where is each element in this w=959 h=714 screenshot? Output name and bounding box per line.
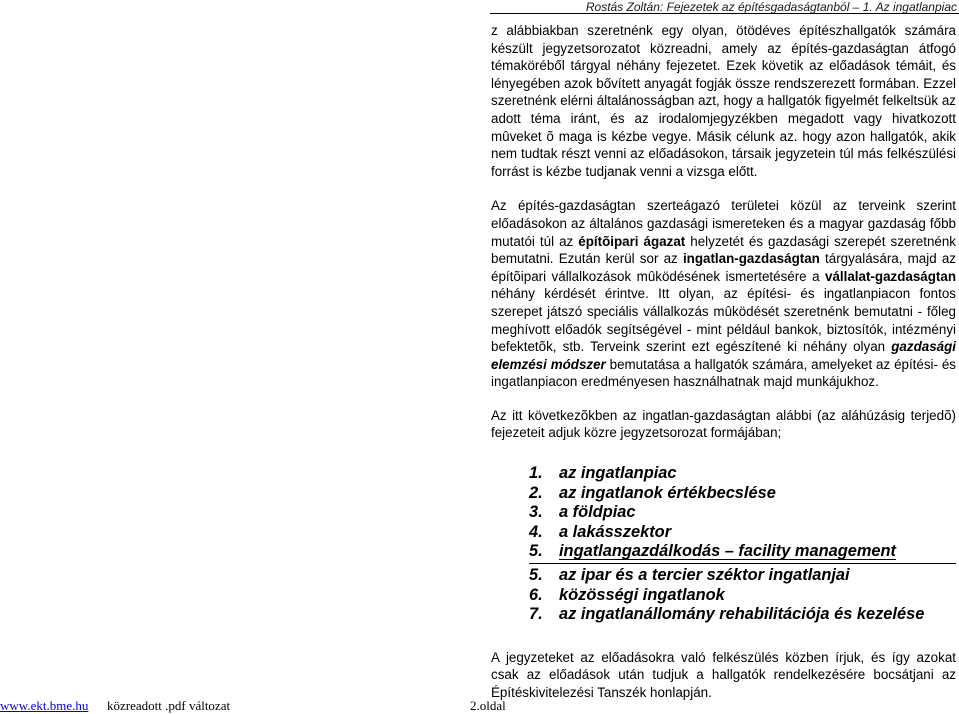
list-item: 1. az ingatlanpiac (529, 464, 677, 483)
scope-text-2: helyzetét és gazdasági szerepét szeretnénk bemutatni. Ezután kerül sor az (491, 233, 956, 267)
header-rule (490, 13, 959, 14)
chapters-intro-paragraph: Az itt következõkben az ingatlan-gazdaságtan alábbi (az aláhúzásig terjedõ) fejezeteit adjuk közre jegyzetsorozat formájában; (491, 407, 956, 441)
chapter-list (529, 464, 956, 625)
list-item: 7. az ingatlanállomány rehabilitációja és kezelése (529, 605, 925, 624)
scope-bold-3: vállalat-gazdaságtan (825, 268, 956, 284)
list-item: 6. közösségi ingatlanok (529, 585, 725, 604)
header-title: Rostás Zoltán: Fejezetek az építésgadaságtanból – 1. Az ingatlanpiac (585, 0, 957, 14)
page-number: 2.oldal (470, 698, 506, 713)
list-item: 4. a lakásszektor (529, 522, 672, 541)
footer-website-link[interactable]: www.ekt.bme.hu (0, 698, 89, 713)
scope-bold-2: ingatlan-gazdaságtan (682, 251, 820, 267)
list-item: 2. az ingatlanok értékbecslése (529, 483, 776, 502)
scope-bold-4: gazdasági elemzési módszer (491, 339, 956, 372)
list-item: 5. az ipar és a tercier széktor ingatlanjai (529, 563, 956, 586)
footer-note: közreadott .pdf változat (107, 698, 231, 713)
page-header (0, 0, 959, 14)
page-footer (0, 698, 959, 714)
scope-bold-1: építõipari ágazat (578, 233, 686, 249)
intro-paragraph: z alábbiakban szeretnénk egy olyan, ötödéves építészhallgatók számára készült jegyzetsorozatot közreadni, amely az építés-gazdaságtan átfogó témaköréből tárgyal néhány fejezetet. Ezek követik az előadások témáit, és lényegében azok bővített anyagát fogják össze rendszerezett formában. Ezzel szeretnénk elérni általánosságban azt, hogy a hallgatók figyelmét felkeltsük az adott téma iránt, és az irodalomjegyzékben megadott vagy hivatkozott mûveket õ maga is kézbe vegye. Másik célunk az. hogy azon hallgatók, akik nem tudtak részt venni az előadásokon, társaik jegyzetein túl más felkészülési forrást is kézbe tudjanak venni a vizsga előtt. (491, 23, 956, 179)
scope-paragraph (491, 197, 956, 391)
scope-text-1: Az építés-gazdaságtan szerteágazó területei közül az terveink szerint előadásokon az általános gazdasági ismereteken és a magyar gazdaság főbb mutatói túl az (491, 198, 956, 249)
scope-text-3: tárgyalására, majd az építõipari vállalkozások mûködésének ismertetésére a (491, 251, 956, 284)
list-item: 5. ingatlangazdálkodás – facility management (529, 542, 897, 561)
document-body (491, 22, 956, 702)
scope-text-4: néhány kérdését érintve. Itt olyan, az építési- és ingatlanpiacon fontos szerepet játszó speciális vállalkozás mûködését szeretnénk bemutatni - főleg meghívott előadók segítségével - mint például bankok, biztosítók, intézményi befektetõk, stb. Terveink szerint ezt egészítené ki néhány olyan (491, 286, 956, 355)
closing-paragraph: A jegyzeteket az előadásokra való felkészülés közben írjuk, és így azokat csak az előadások után tudjuk a hallgatók rendelkezésére bocsátjani az Építéskivitelezési Tanszék honlapján. (491, 649, 956, 700)
scope-text-5: bemutatása a hallgatók számára, amelyeket az építési- és ingatlanpiacon eredményesen használhatnak majd munkájukhoz. (491, 356, 956, 390)
list-item: 3. a földpiac (529, 503, 636, 522)
